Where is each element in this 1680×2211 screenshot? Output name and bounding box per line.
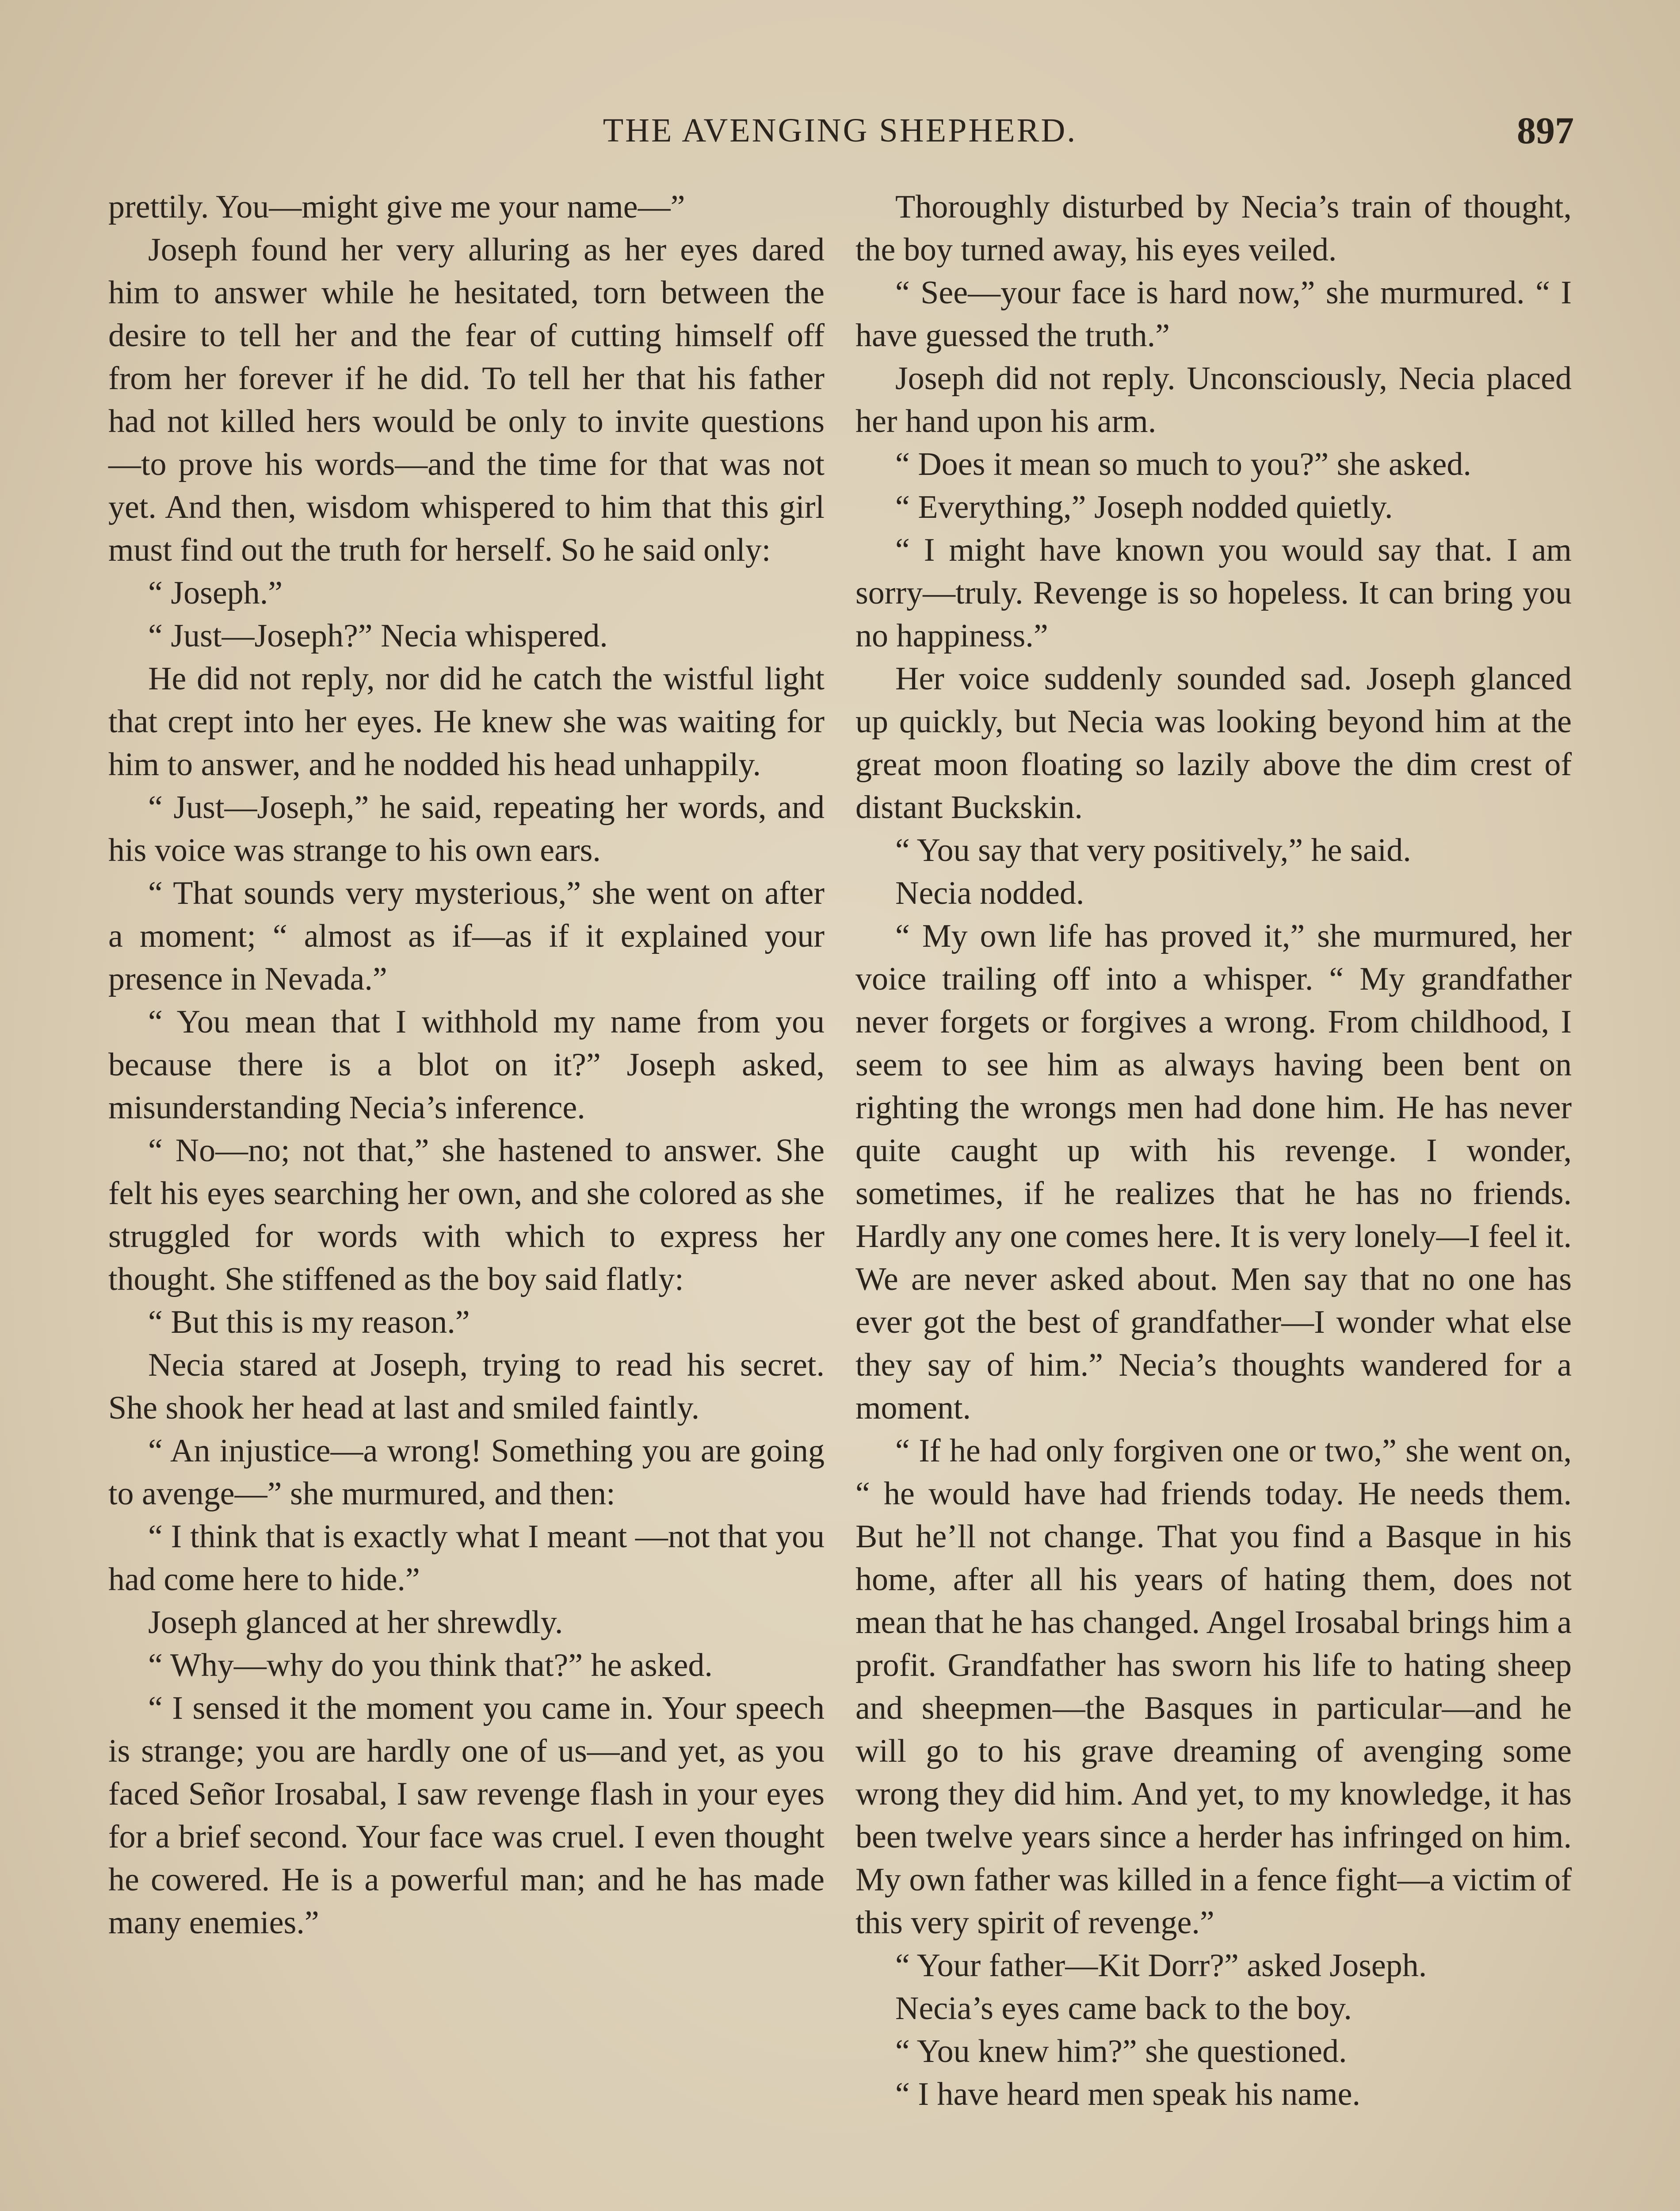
paragraph: “ See—your face is hard now,” she murmured. “ I have guessed the truth.” bbox=[855, 275, 1572, 354]
paragraph: “ Everything,” Joseph nodded quietly. bbox=[895, 489, 1393, 525]
paragraph: “ You knew him?” she questioned. bbox=[895, 2033, 1347, 2069]
paragraph: Joseph did not reply. Unconsciously, Necia placed her hand upon his arm. bbox=[855, 360, 1572, 440]
paragraph: “ An injustice—a wrong! Something you are going to avenge—” she murmured, and then: bbox=[108, 1433, 825, 1512]
paragraph: “ Just—Joseph,” he said, repeating her words, and his voice was strange to his own ears. bbox=[108, 789, 825, 868]
left-column bbox=[108, 186, 825, 1944]
paragraph: He did not reply, nor did he catch the wistful light that crept into her eyes. He knew she was waiting for him to answer, and he nodded his head unhappily. bbox=[108, 661, 825, 783]
paragraph: Thoroughly disturbed by Necia’s train of thought, the boy turned away, his eyes veiled. bbox=[855, 189, 1572, 268]
paragraph: Joseph found her very alluring as her eyes dared him to answer while he hesitated, torn between the desire to tell her and the fear of cutting himself off from her forever if he did. To tell her that his father had not killed hers would be only to invite questions—to prove his words—and the time for that was not yet. And then, wisdom whispered to him that this girl must find out the truth for herself. So he said only: bbox=[108, 232, 825, 568]
paragraph: “ Just—Joseph?” Necia whispered. bbox=[148, 618, 608, 654]
paragraph: Her voice suddenly sounded sad. Joseph glanced up quickly, but Necia was looking beyond him at the great moon floating so lazily above the dim crest of distant Buckskin. bbox=[855, 661, 1572, 826]
paragraph: “ I sensed it the moment you came in. Your speech is strange; you are hardly one of us—and yet, as you faced Señor Irosabal, I saw revenge flash in your eyes for a brief second. Your face was cruel. I even thought he cowered. He is a powerful man; and he has made many enemies.” bbox=[108, 1690, 825, 1941]
paragraph: “ I have heard men speak his name. bbox=[895, 2076, 1361, 2112]
paragraph: “ If he had only forgiven one or two,” she went on, “ he would have had friends today. He needs them. But he’ll not change. That you find a Basque in his home, after all his years of hating them, does not mean that he has changed. Angel Irosabal brings him a profit. Grandfather has sworn his life to hating sheep and sheepmen—the Basques in particular—and he will go to his grave dreaming of avenging some wrong they did him. And yet, to my knowledge, it has been twelve years since a herder has infringed on him. My own father was killed in a fence fight—a victim of this very spirit of revenge.” bbox=[855, 1433, 1572, 1941]
paragraph: “ Your father—Kit Dorr?” asked Joseph. bbox=[895, 1947, 1427, 1984]
paragraph: prettily. You—might give me your name—” bbox=[108, 189, 685, 225]
paragraph: Necia’s eyes came back to the boy. bbox=[895, 1990, 1352, 2027]
paragraph: “ Does it mean so much to you?” she asked. bbox=[895, 446, 1471, 482]
page-number: 897 bbox=[1517, 109, 1574, 152]
page-header bbox=[106, 106, 1574, 155]
paragraph: “ No—no; not that,” she hastened to answer. She felt his eyes searching her own, and she colored as she struggled for words with which to express her thought. She stiffened as the boy said flatly: bbox=[108, 1132, 825, 1297]
paragraph: “ I might have known you would say that. I am sorry—truly. Revenge is so hopeless. It can bring you no happiness.” bbox=[855, 532, 1572, 654]
paragraph: “ Why—why do you think that?” he asked. bbox=[148, 1647, 713, 1683]
paragraph: Necia nodded. bbox=[895, 875, 1084, 911]
paragraph: “ But this is my reason.” bbox=[148, 1304, 470, 1340]
paragraph: Joseph glanced at her shrewdly. bbox=[148, 1604, 563, 1641]
paragraph: “ Joseph.” bbox=[148, 575, 283, 611]
paragraph: “ That sounds very mysterious,” she went on after a moment; “ almost as if—as if it explained your presence in Nevada.” bbox=[108, 875, 825, 997]
paragraph: “ My own life has proved it,” she murmured, her voice trailing off into a whisper. “ My grandfather never forgets or forgives a wrong. From childhood, I seem to see him as always having been bent on righting the wrongs men had done him. He has never quite caught up with his revenge. I wonder, sometimes, if he realizes that he has no friends. Hardly any one comes here. It is very lonely—I feel it. We are never asked about. Men say that no one has ever got the best of grandfather—I wonder what else they say of him.” Necia’s thoughts wandered for a moment. bbox=[855, 918, 1572, 1426]
paragraph: Necia stared at Joseph, trying to read his secret. She shook her head at last and smiled faintly. bbox=[108, 1347, 825, 1426]
right-column bbox=[855, 186, 1572, 2116]
paragraph: “ I think that is exactly what I meant —not that you had come here to hide.” bbox=[108, 1519, 825, 1598]
paragraph: “ You say that very positively,” he said. bbox=[895, 832, 1411, 868]
running-head: THE AVENGING SHEPHERD. bbox=[603, 112, 1077, 149]
paragraph: “ You mean that I withhold my name from you because there is a blot on it?” Joseph asked, misunderstanding Necia’s inference. bbox=[108, 1004, 825, 1126]
